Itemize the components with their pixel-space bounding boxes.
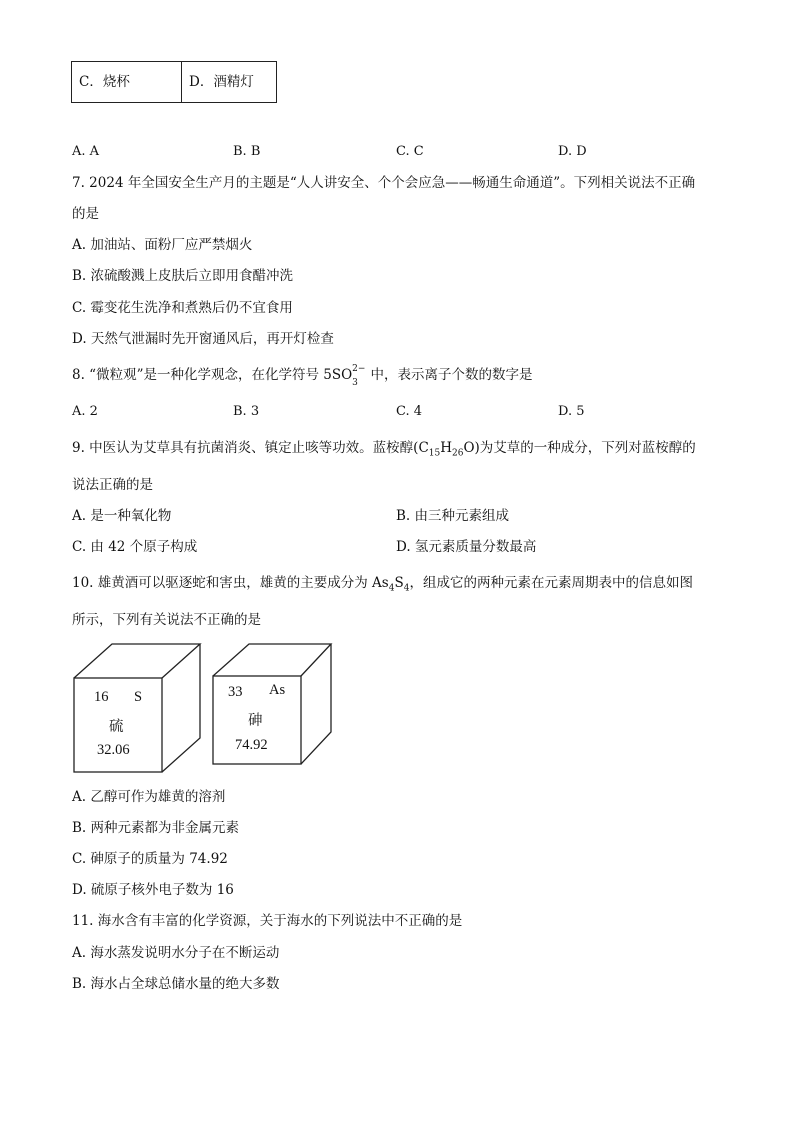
q6-option-b: B. B	[233, 144, 261, 159]
q9-option-a: A. 是一种氧化物	[72, 508, 172, 524]
q8-stem	[72, 364, 533, 388]
q10-option-a: A. 乙醇可作为雄黄的溶剂	[72, 789, 226, 805]
q9-option-d: D. 氢元素质量分数最高	[396, 539, 537, 555]
arsenic-atomic-number: 33	[228, 684, 243, 700]
q6-option-c: C. C	[396, 144, 424, 159]
q11-stem: 11. 海水含有丰富的化学资源，关于海水的下列说法中不正确的是	[72, 913, 463, 929]
q10-s: S	[394, 575, 404, 591]
sulfur-name: 硫	[109, 719, 124, 735]
periodic-table-figure	[73, 640, 338, 775]
sulfur-atomic-number: 16	[94, 689, 109, 705]
q8-option-d: D. 5	[558, 404, 585, 419]
q6-option-d: D. D	[558, 144, 587, 159]
q9-sub-c: 15	[428, 448, 441, 459]
q9-sub-h: 26	[452, 448, 464, 459]
q7-stem-line1: 7. 2024 年全国安全生产月的主题是“人人讲安全、个个会应急——畅通生命通道”。下列相关说法不正确	[72, 175, 696, 191]
q7-stem-line2: 的是	[72, 206, 99, 222]
q9-stem-suffix: O)为艾草的一种成分，下列对蓝桉醇的	[463, 440, 696, 456]
q11-option-a: A. 海水蒸发说明水分子在不断运动	[72, 945, 280, 961]
arsenic-atomic-mass: 74.92	[235, 737, 268, 753]
q8-formula-subscript: 3	[352, 378, 358, 388]
q9-stem-prefix: 9. 中医认为艾草具有抗菌消炎、镇定止咳等功效。蓝桉醇(C	[72, 440, 429, 456]
cube-sulfur-side	[162, 644, 200, 772]
option-table	[71, 61, 277, 103]
q11-option-b: B. 海水占全球总储水量的绝大多数	[72, 976, 280, 992]
q9-stem-line2: 说法正确的是	[72, 477, 153, 493]
q8-stem-suffix: 中，表示离子个数的数字是	[366, 367, 533, 383]
q10-stem-prefix: 10. 雄黄酒可以驱逐蛇和害虫，雄黄的主要成分为 As	[72, 575, 389, 591]
sulfur-symbol: S	[134, 689, 143, 705]
q9-h: H	[440, 440, 453, 456]
sulfur-atomic-mass: 32.06	[97, 742, 130, 758]
q10-option-b: B. 两种元素都为非金属元素	[72, 820, 240, 836]
cube-sulfur-top	[74, 644, 200, 678]
q8-option-b: B. 3	[233, 404, 260, 419]
table-cell-d: D．酒精灯	[189, 74, 254, 90]
arsenic-symbol: As	[269, 682, 286, 698]
q10-sub-s: 4	[403, 583, 410, 594]
q7-option-b: B. 浓硫酸溅上皮肤后立即用食醋冲洗	[72, 268, 294, 284]
q7-option-c: C. 霉变花生洗净和煮熟后仍不宜食用	[72, 300, 293, 316]
q8-option-c: C. 4	[396, 404, 423, 419]
q10-stem-line2: 所示，下列有关说法不正确的是	[72, 612, 261, 628]
cube-arsenic-top	[213, 644, 331, 676]
q8-formula	[323, 364, 366, 388]
q9-option-b: B. 由三种元素组成	[396, 508, 510, 524]
cube-arsenic-side	[301, 644, 331, 764]
q7-option-d: D. 天然气泄漏时先开窗通风后，再开灯检查	[72, 331, 334, 347]
q7-option-a: A. 加油站、面粉厂应严禁烟火	[72, 237, 253, 253]
q8-option-a: A. 2	[72, 404, 98, 419]
q6-option-a: A. A	[72, 144, 100, 159]
q10-option-c: C. 砷原子的质量为 74.92	[72, 851, 228, 867]
q10-sub-as: 4	[388, 583, 395, 594]
q10-option-d: D. 硫原子核外电子数为 16	[72, 882, 234, 898]
table-cell-c: C．烧杯	[72, 62, 182, 102]
q8-formula-base: 5SO	[323, 367, 353, 383]
q9-stem-line1	[72, 439, 696, 463]
q8-formula-charge: 2−	[352, 364, 366, 374]
q10-stem-suffix: ，组成它的两种元素在元素周期表中的信息如图	[409, 575, 693, 591]
q10-stem-line1	[72, 574, 693, 598]
arsenic-name: 砷	[248, 713, 263, 729]
q9-option-c: C. 由 42 个原子构成	[72, 539, 198, 555]
q8-stem-prefix: 8. “微粒观”是一种化学观念，在化学符号	[72, 367, 324, 383]
